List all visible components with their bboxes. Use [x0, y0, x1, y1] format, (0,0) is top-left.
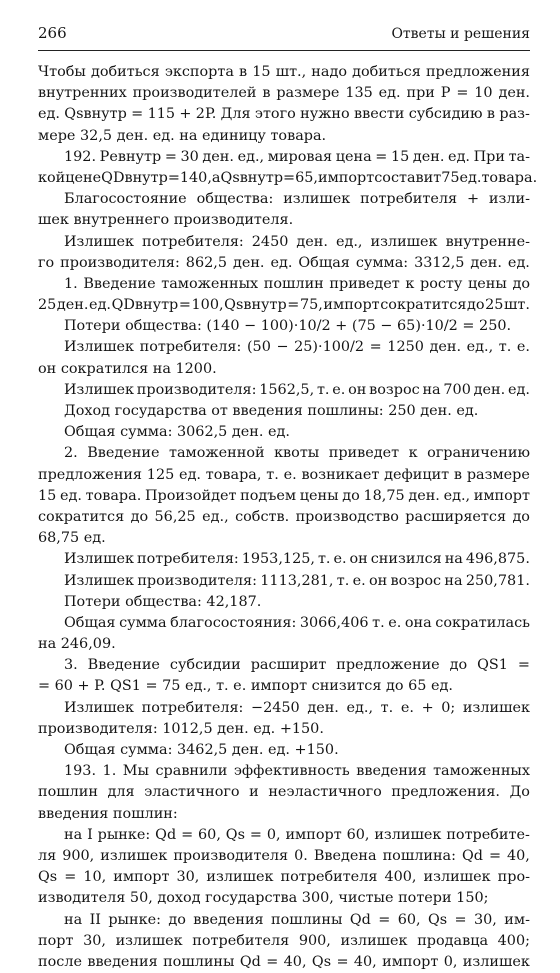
text-line: введения пошлин:: [38, 805, 178, 822]
page-header: [38, 24, 530, 51]
text-line: го производителя: 862,5 ден. ед. Общая сумма: 3312,5 ден. ед.: [38, 254, 530, 271]
text-line: на I рынке: Qd = 60, Qs = 0, импорт 60, излишек потребите-: [64, 826, 530, 843]
text-line: Благосостояние общества: излишек потребителя + изли-: [64, 191, 530, 208]
text-line: Общая сумма: 3462,5 ден. ед. +150.: [64, 742, 339, 758]
text-line: сократится до 56,25 ед., собств. производство расширяется до: [38, 508, 530, 525]
text-line: Потери общества: (140 − 100)·10/2 + (75 − 65)·10/2 = 250.: [64, 318, 512, 335]
text-line: производителя: 1012,5 ден. ед. +150.: [38, 720, 324, 737]
text-line: шек внутреннего производителя.: [38, 212, 294, 229]
text-line: Излишек потребителя: 1953,125, т. е. он снизился на 496,875.: [64, 551, 530, 568]
text-line: Потери общества: 42,187.: [64, 593, 262, 610]
text-line: кой цене QDвнутр = 140, а Qsвнутр = 65, импорт составит 75 ед. товара.: [38, 169, 538, 186]
text-line: 192. Pевнутр = 30 ден. ед., мировая цена = 15 ден. ед. При та-: [64, 148, 530, 165]
text-line: он сократился на 1200.: [38, 360, 217, 377]
text-line: изводителя 50, доход государства 300, чистые потери 150;: [38, 890, 489, 907]
text-line: мере 32,5 ден. ед. на единицу товара.: [38, 127, 327, 144]
body-text: [38, 62, 538, 973]
text-line: Излишек производителя: 1562,5, т. е. он возрос на 700 ден. ед.: [64, 381, 530, 398]
text-line: на 246,09.: [38, 636, 116, 653]
text-line: ед. Qsвнутр = 115 + 2P. Для этого нужно ввести субсидию в раз-: [38, 106, 530, 123]
text-line: после введения пошлины Qd = 40, Qs = 40, импорт 0, излишек: [38, 953, 530, 970]
text-line: Излишек потребителя: 2450 ден. ед., излишек внутренне-: [64, 233, 530, 250]
text-line: порт 30, излишек потребителя 900, излишек продавца 400;: [38, 932, 530, 949]
text-line: 68,75 ед.: [38, 530, 106, 547]
text-line: 2. Введение таможенной квоты приведет к ограничению: [64, 445, 530, 462]
text-line: пошлин для эластичного и неэластичного предложения. До: [38, 784, 530, 801]
text-line: 3. Введение субсидии расширит предложение до QS1 =: [64, 657, 530, 674]
text-line: Доход государства от введения пошлины: 250 ден. ед.: [64, 403, 479, 419]
text-line: = 60 + P. QS1 = 75 ед., т. е. импорт снизится до 65 ед.: [38, 678, 453, 695]
page-number: 266: [38, 24, 67, 42]
text-line: ля 900, излишек производителя 0. Введена пошлина: Qd = 40,: [38, 847, 530, 864]
text-line: Общая сумма: 3062,5 ден. ед.: [64, 424, 290, 441]
text-line: внутренних производителей в размере 135 ед. при P = 10 ден.: [38, 85, 530, 102]
text-line: 25 ден. ед. QDвнутр = 100, Qsвнутр = 75, импорт сократится до 25 шт.: [38, 297, 530, 314]
text-line: Qs = 10, импорт 30, излишек потребителя 400, излишек про-: [38, 869, 530, 886]
text-line: на II рынке: до введения пошлины Qd = 60, Qs = 30, им-: [64, 911, 530, 928]
text-line: предложения 125 ед. товара, т. е. возникает дефицит в размере: [38, 466, 530, 483]
text-line: Излишек потребителя: (50 − 25)·100/2 = 1250 ден. ед., т. е.: [64, 339, 530, 356]
text-line: 1. Введение таможенных пошлин приведет к росту цены до: [64, 275, 530, 292]
running-head: Ответы и решения: [391, 26, 530, 42]
text-line: 193. 1. Мы сравнили эффективность введения таможенных: [64, 763, 530, 780]
text-line: 15 ед. товара. Произойдет подъем цены до 18,75 ден. ед., импорт: [38, 487, 530, 504]
text-line: Излишек производителя: 1113,281, т. е. он возрос на 250,781.: [64, 572, 530, 589]
text-line: Излишек потребителя: −2450 ден. ед., т. е. + 0; излишек: [64, 699, 530, 716]
text-line: Чтобы добиться экспорта в 15 шт., надо добиться предложения: [38, 64, 530, 80]
text-line: Общая сумма благосостояния: 3066,406 т. е. она сократилась: [64, 614, 530, 631]
